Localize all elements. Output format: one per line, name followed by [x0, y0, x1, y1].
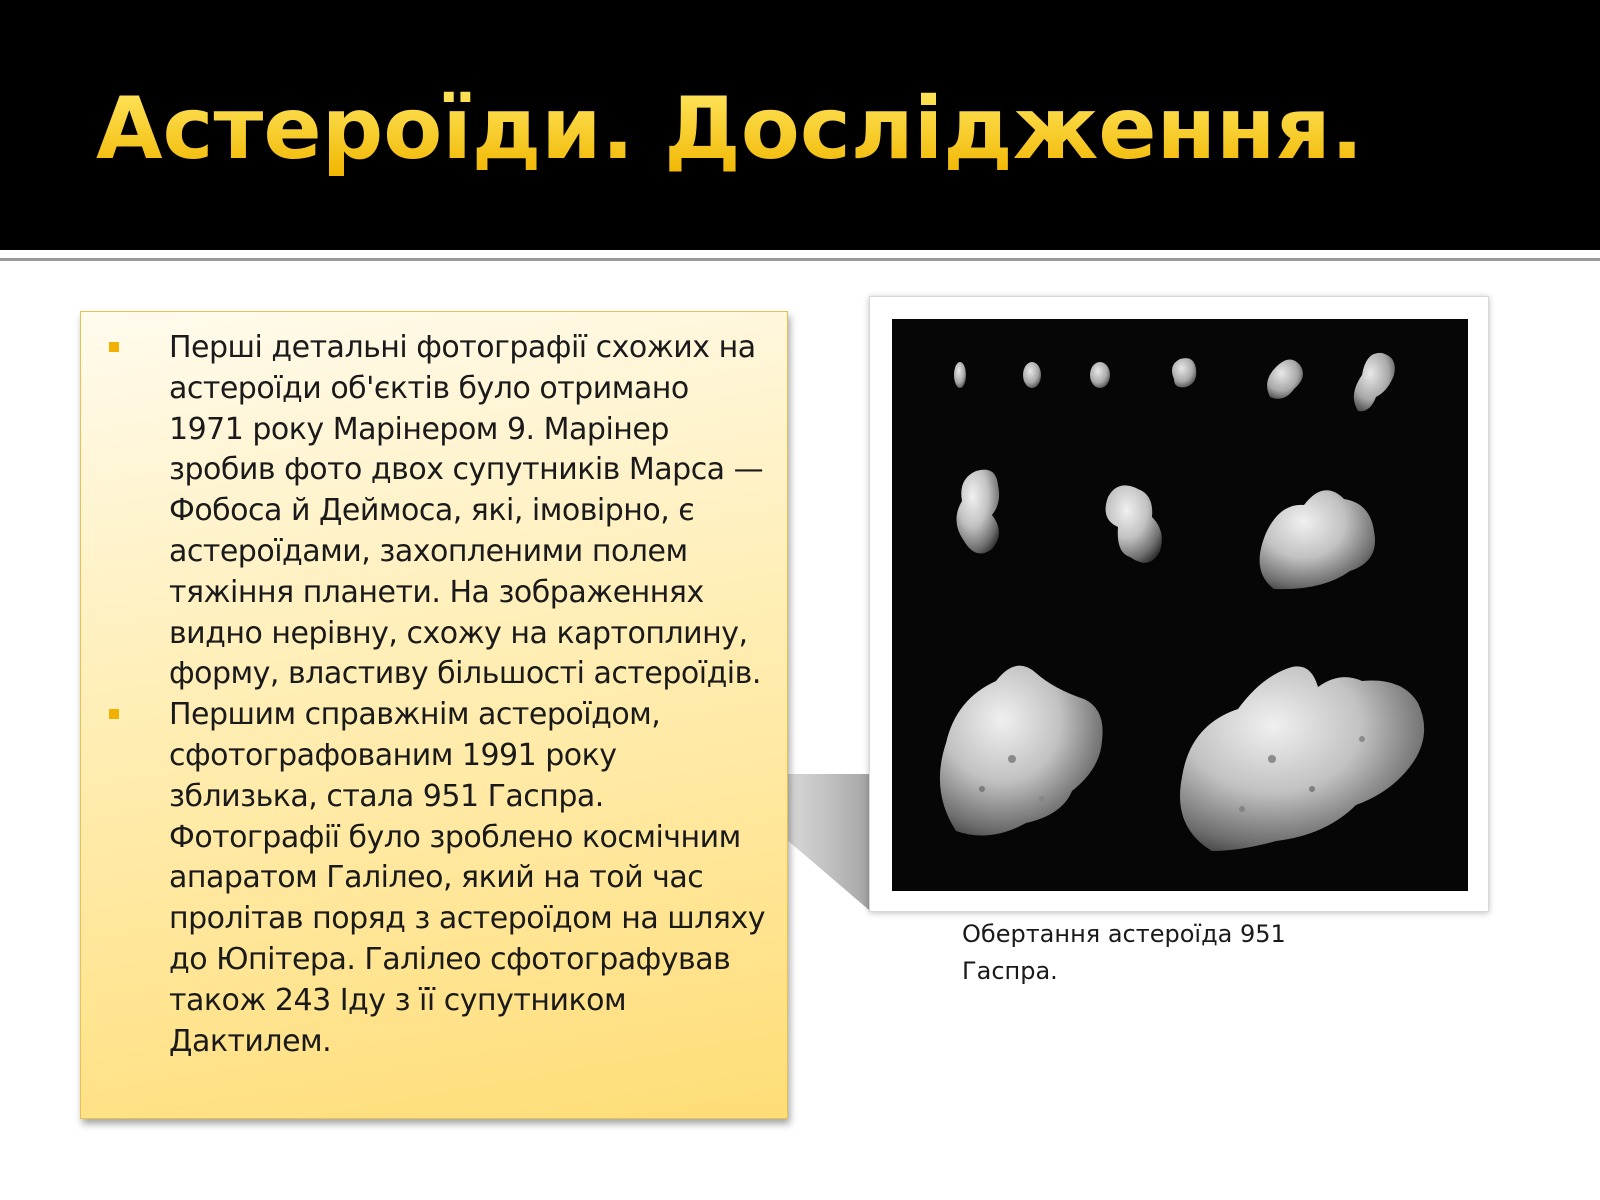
bullet-item — [109, 695, 769, 1062]
slide-title: Астероїди. Дослідження. — [96, 79, 1364, 179]
bullet-square-icon — [109, 342, 119, 352]
text-box — [80, 311, 788, 1119]
bullet-item — [109, 328, 769, 695]
asteroid-rotation-image — [892, 319, 1468, 891]
photo-frame — [869, 296, 1489, 912]
bullet-text: Першим справжнім астероїдом, сфотографованим 1991 року зблизька, стала 951 Гаспра. Фотографії було зроблено космічним апаратом Галілео, який на той час пролітав поряд з астероїдом на шляху до Юпітера. Галілео сфотографував також 243 Іду з її супутником Дактилем. — [169, 697, 765, 1059]
bullet-square-icon — [109, 709, 119, 719]
asteroid-photo — [892, 319, 1468, 891]
bullet-list — [109, 328, 769, 1062]
bullet-text: Перші детальні фотографії схожих на астероїди об'єктів було отримано 1971 року Марінером 9. Марінер зробив фото двох супутників Марса — Фобоса й Деймоса, які, імовірно, є астероїдами, захопленими полем тяжіння планети. На зображеннях видно нерівну, схожу на картоплину, форму, властиву більшості астероїдів. — [169, 330, 764, 692]
image-caption: Обертання астероїда 951 Гаспра. — [962, 920, 1286, 985]
